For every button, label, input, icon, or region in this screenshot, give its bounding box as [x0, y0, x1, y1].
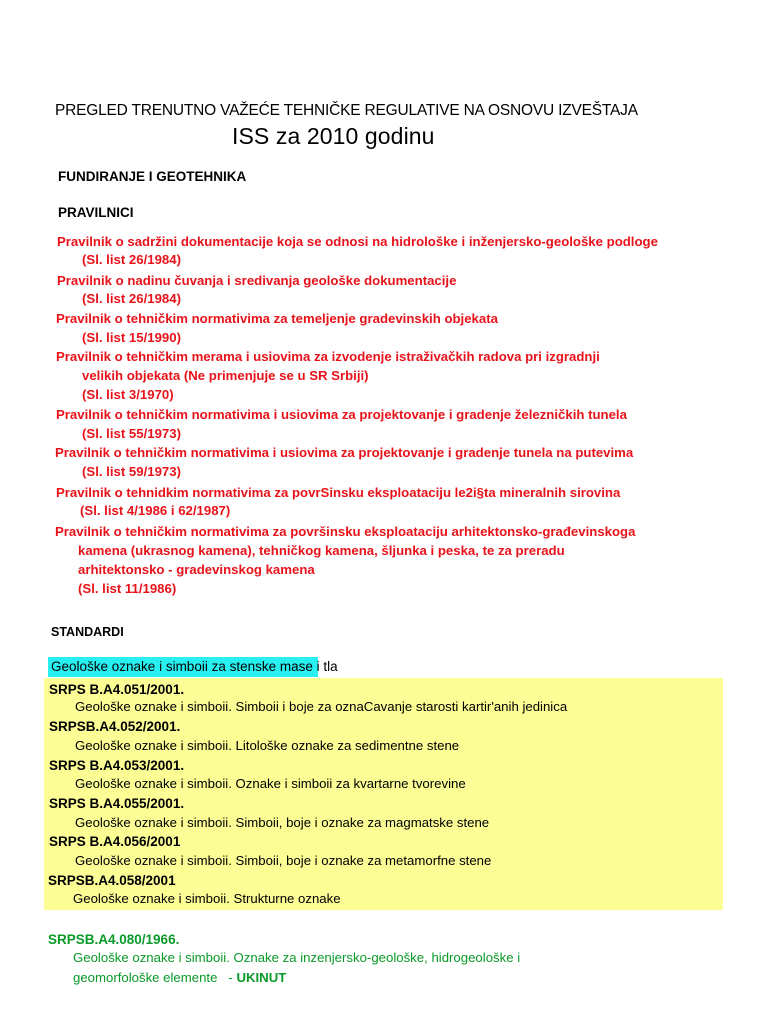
withdrawn-standard-desc-cont [73, 970, 286, 985]
pravilnik-3-title: Pravilnik o tehničkim normativima za temeljenje gradevinskih objekata [56, 311, 498, 326]
pravilnik-4-title: Pravilnik o tehničkim merama i usiovima za izvodenje istraživačkih radova pri izgradnji [56, 349, 600, 364]
standard-4-desc: Geološke oznake i simboii. Simboii, boje i oznake za magmatske stene [75, 815, 490, 830]
pravilnik-4-title-cont: velikih objekata (Ne primenjuje se u SR Srbiji) [82, 368, 369, 383]
document-heading: PREGLED TRENUTNO VAŽEĆE TEHNIČKE REGULATIVE NA OSNOVU IZVEŠTAJA [55, 102, 638, 119]
withdrawn-standard-code: SRPSB.A4.080/1966. [48, 932, 180, 947]
standard-6-desc: Geološke oznake i simboii. Strukturne oznake [73, 891, 341, 906]
standard-3-code: SRPS B.A4.053/2001. [49, 758, 185, 773]
standard-6-code: SRPSB.A4.058/2001 [48, 873, 176, 888]
pravilnik-8-title-cont-2: arhitektonsko - gradevinskog kamena [78, 562, 315, 577]
standard-3-desc: Geološke oznake i simboii. Oznake i simboii za kvartarne tvorevine [75, 776, 466, 791]
standard-4-code: SRPS B.A4.055/2001. [49, 796, 185, 811]
pravilnik-7-title: Pravilnik o tehnidkim normativima za povrSinsku eksploataciju le2i§ta mineralnih sirovina [56, 485, 621, 500]
standard-5-desc: Geološke oznake i simboii. Simboii, boje i oznake za metamorfne stene [75, 853, 492, 868]
pravilnik-8-title-cont-1: kamena (ukrasnog kamena), tehničkog kamena, šljunka i peska, te za preradu [78, 543, 565, 558]
document-subheading: ISS za 2010 godinu [232, 123, 435, 149]
standards-group-title: Geološke oznake i simboii za stenske mase i tla [51, 659, 338, 674]
pravilnik-6-ref: (Sl. list 59/1973) [82, 464, 181, 479]
pravilnik-5-title: Pravilnik o tehničkim normativima i usiovima za projektovanje i gradenje železničkih tunela [56, 407, 627, 422]
pravilnik-2-ref: (Sl. list 26/1984) [82, 291, 181, 306]
pravilnik-8-ref: (Sl. list 11/1986) [78, 581, 177, 596]
pravilnik-7-ref: (Sl. list 4/1986 i 62/1987) [80, 503, 231, 518]
pravilnik-5-ref: (Sl. list 55/1973) [82, 426, 181, 441]
standard-1-desc: Geološke oznake i simboii. Simboii i boje za oznaCavanje starosti kartir'anih jedinica [75, 699, 568, 714]
pravilnik-1-title: Pravilnik o sadržini dokumentacije koja se odnosi na hidrološke i inženjersko-geološke podloge [57, 234, 658, 249]
standard-2-desc: Geološke oznake i simboii. Litološke oznake za sedimentne stene [75, 738, 460, 753]
withdrawn-standard-desc: Geološke oznake i simboii. Oznake za inzenjersko-geološke, hidrogeološke i [73, 950, 521, 965]
standard-2-code: SRPSB.A4.052/2001. [49, 719, 181, 734]
pravilnik-2-title: Pravilnik o nadinu čuvanja i sredivanja geološke dokumentacije [57, 273, 457, 288]
withdrawn-status: UKINUT [236, 970, 287, 985]
section-title: FUNDIRANJE I GEOTEHNIKA [58, 169, 247, 184]
standard-5-code: SRPS B.A4.056/2001 [49, 834, 181, 849]
pravilnik-8-title: Pravilnik o tehničkim normativima za površinsku eksploataciju arhitektonsko-građevinskoga [55, 524, 636, 539]
withdrawn-desc-text: geomorfološke elemente - [73, 970, 237, 985]
standardi-label: STANDARDI [51, 625, 124, 639]
pravilnik-1-ref: (Sl. list 26/1984) [82, 252, 181, 267]
pravilnik-6-title: Pravilnik o tehničkim normativima i usiovima za projektovanje i gradenje tunela na putevima [55, 445, 634, 460]
standard-1-code: SRPS B.A4.051/2001. [49, 682, 185, 697]
pravilnik-4-ref: (Sl. list 3/1970) [82, 387, 174, 402]
pravilnik-3-ref: (Sl. list 15/1990) [82, 330, 181, 345]
pravilnici-label: PRAVILNICI [58, 205, 134, 220]
